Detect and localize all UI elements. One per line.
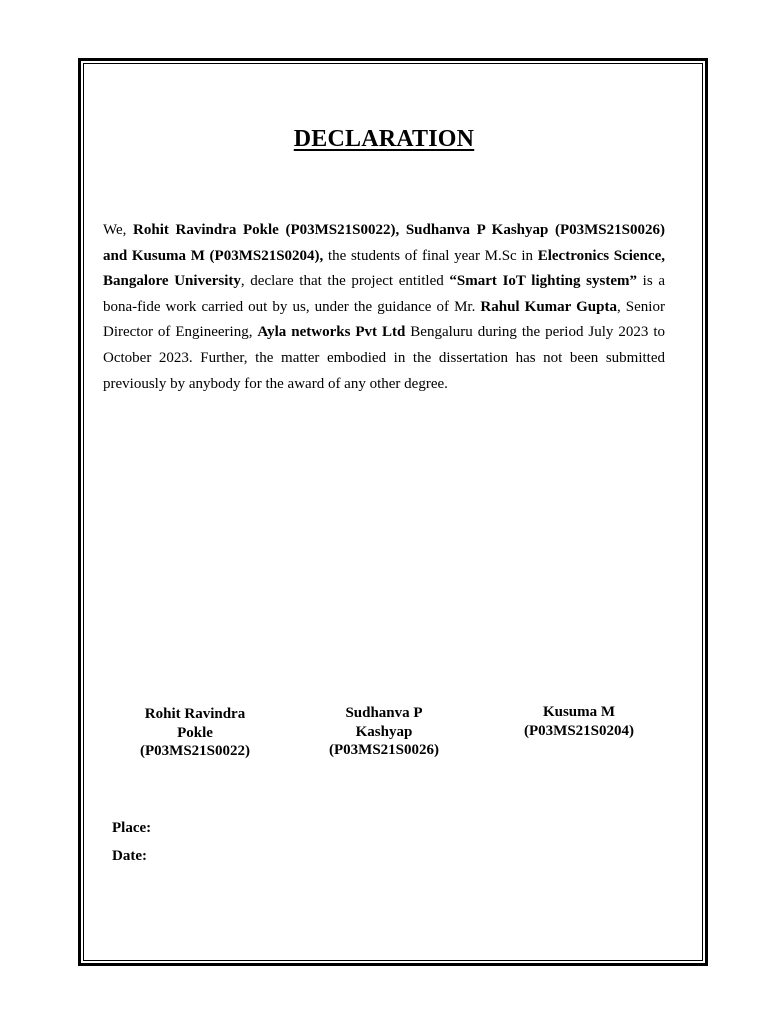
student-names: Rohit Ravindra Pokle (P03MS21S0022), Sudhanva P Kashyap (P03MS21S0026) and Kusuma M (P03MS21S0204),	[103, 222, 665, 264]
paragraph-text: the students of final year M.Sc in	[323, 247, 538, 264]
signatory-id: (P03MS21S0204)	[524, 722, 634, 739]
paragraph-text: , Senior Director of Engineering,	[103, 298, 665, 341]
signatory-3	[508, 703, 650, 740]
page-title: DECLARATION	[293, 126, 475, 152]
paragraph-text: We,	[103, 222, 134, 238]
date-label: Date:	[112, 848, 147, 864]
project-title: “Smart IoT lighting system”	[449, 273, 637, 290]
signatory-name: Sudhanva P	[345, 705, 423, 721]
page-border-inner	[83, 63, 703, 961]
signatory-name: Kusuma M	[542, 704, 616, 720]
signatory-id: (P03MS21S0022)	[140, 743, 250, 759]
paragraph-text: , declare that the project entitled	[240, 273, 450, 290]
place-label: Place:	[112, 820, 152, 836]
company-name: Ayla networks Pvt Ltd	[257, 324, 406, 341]
guide-name: Rahul Kumar Gupta	[480, 298, 617, 315]
department-name: Electronics Science, Bangalore University	[103, 247, 665, 290]
signatory-name: Kashyap	[355, 723, 413, 740]
declaration-paragraph	[103, 218, 665, 397]
paragraph-text: Bengaluru during the period July 2023 to October 2023. Further, the matter embodied in the dissertation has not been submitted previously by anybody for the award of any other degree.	[103, 324, 666, 392]
signatory-1	[128, 705, 262, 761]
signatory-2	[318, 704, 450, 760]
signatory-id: (P03MS21S0026)	[329, 742, 439, 758]
signatory-name: Pokle	[177, 724, 213, 741]
signatory-name: Rohit Ravindra	[144, 706, 246, 722]
paragraph-text: is a bona-fide work carried out by us, under the guidance of Mr.	[103, 273, 665, 315]
